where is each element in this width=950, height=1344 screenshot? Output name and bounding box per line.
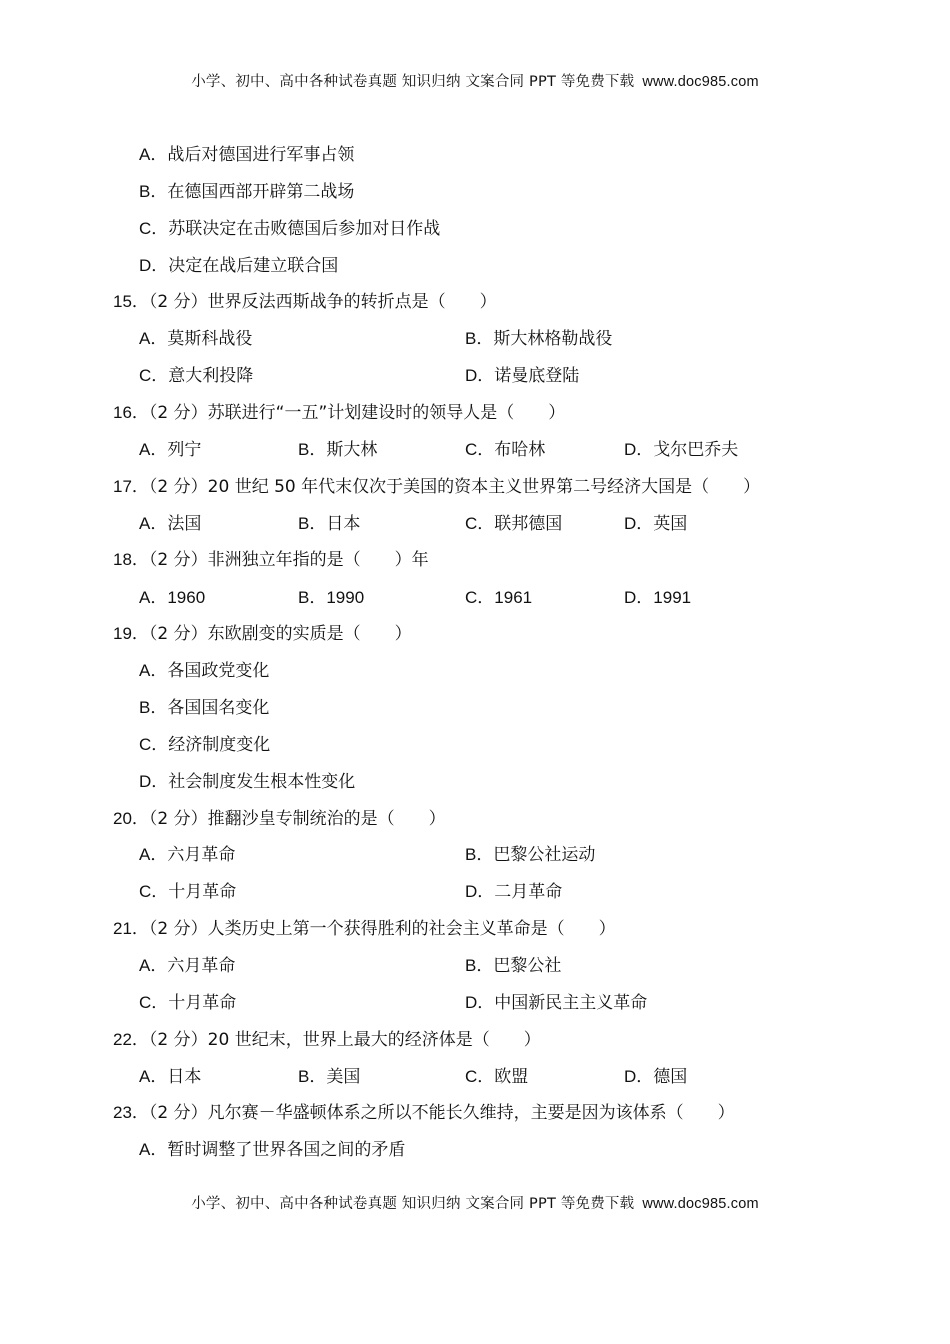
question-16-option-d: D．戈尔巴乔夫 xyxy=(624,440,739,460)
question-19-stem: 19．（2 分）东欧剧变的实质是（ ） xyxy=(113,624,412,644)
question-22-option-c: C．欧盟 xyxy=(465,1067,529,1087)
prev-option-b: B．在德国西部开辟第二战场 xyxy=(139,182,355,202)
question-17-option-a: A．法国 xyxy=(139,514,202,534)
header-url: www.doc985.com xyxy=(642,74,759,90)
question-17-option-b: B．日本 xyxy=(298,514,361,534)
question-16-option-b: B．斯大林 xyxy=(298,440,378,460)
header-text: 小学、初中、高中各种试卷真题 知识归纳 文案合同 PPT 等免费下载 xyxy=(191,74,635,90)
question-15-stem: 15．（2 分）世界反法西斯战争的转折点是（ ） xyxy=(113,292,497,312)
question-20-stem: 20．（2 分）推翻沙皇专制统治的是（ ） xyxy=(113,809,446,829)
question-16-option-a: A．列宁 xyxy=(139,440,202,460)
question-17-stem: 17．（2 分）20 世纪 50 年代末仅次于美国的资本主义世界第二号经济大国是（ ） xyxy=(113,477,761,497)
question-22-option-b: B．美国 xyxy=(298,1067,361,1087)
prev-option-c: C．苏联决定在击败德国后参加对日作战 xyxy=(139,219,441,239)
question-15-option-b: B．斯大林格勒战役 xyxy=(465,329,613,349)
question-21-option-c: C．十月革命 xyxy=(139,993,237,1013)
question-20-option-c: C．十月革命 xyxy=(139,882,237,902)
question-15-option-c: C．意大利投降 xyxy=(139,366,254,386)
question-21-option-a: A．六月革命 xyxy=(139,956,236,976)
question-21-option-b: B．巴黎公社 xyxy=(465,956,562,976)
page-footer xyxy=(0,1192,950,1213)
question-22-stem: 22．（2 分）20 世纪末，世界上最大的经济体是（ ） xyxy=(113,1030,541,1050)
question-22-option-a: A．日本 xyxy=(139,1067,202,1087)
question-16-option-c: C．布哈林 xyxy=(465,440,546,460)
question-18-option-c: C．1961 xyxy=(465,588,533,607)
question-15-option-a: A．莫斯科战役 xyxy=(139,329,253,349)
question-23-option-a: A．暂时调整了世界各国之间的矛盾 xyxy=(139,1140,406,1160)
question-16-stem: 16．（2 分）苏联进行“一五”计划建设时的领导人是（ ） xyxy=(113,403,566,423)
page-header xyxy=(0,70,950,91)
question-15-option-d: D．诺曼底登陆 xyxy=(465,366,580,386)
question-20-option-d: D．二月革命 xyxy=(465,882,563,902)
question-23-stem: 23．（2 分）凡尔赛－华盛顿体系之所以不能长久维持，主要是因为该体系（ ） xyxy=(113,1103,735,1123)
question-21-option-d: D．中国新民主主义革命 xyxy=(465,993,648,1013)
question-21-stem: 21．（2 分）人类历史上第一个获得胜利的社会主义革命是（ ） xyxy=(113,919,616,939)
footer-text: 小学、初中、高中各种试卷真题 知识归纳 文案合同 PPT 等免费下载 xyxy=(191,1196,635,1212)
question-18-stem: 18．（2 分）非洲独立年指的是（ ）年 xyxy=(113,550,429,570)
question-18-option-b: B．1990 xyxy=(298,588,365,607)
question-19-option-c: C．经济制度变化 xyxy=(139,735,271,755)
question-17-option-d: D．英国 xyxy=(624,514,688,534)
question-20-option-b: B．巴黎公社运动 xyxy=(465,845,596,865)
question-20-option-a: A．六月革命 xyxy=(139,845,236,865)
question-22-option-d: D．德国 xyxy=(624,1067,688,1087)
question-18-option-a: A．1960 xyxy=(139,588,206,607)
question-19-option-b: B．各国国名变化 xyxy=(139,698,270,718)
question-17-option-c: C．联邦德国 xyxy=(465,514,563,534)
question-19-option-d: D．社会制度发生根本性变化 xyxy=(139,772,356,792)
prev-option-d: D．决定在战后建立联合国 xyxy=(139,256,339,276)
prev-option-a: A．战后对德国进行军事占领 xyxy=(139,145,355,165)
footer-url: www.doc985.com xyxy=(642,1196,759,1212)
question-18-option-d: D．1991 xyxy=(624,588,692,607)
question-19-option-a: A．各国政党变化 xyxy=(139,661,270,681)
